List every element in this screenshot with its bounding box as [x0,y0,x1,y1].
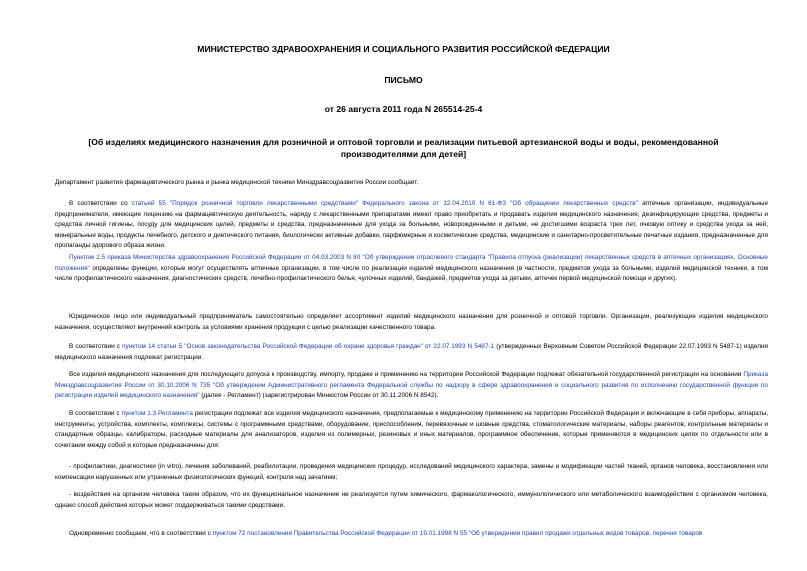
paragraph-text: регистрации подлежат все изделия медицинского назначения, предполагаемые к медицинскому применению на территории Российской Федерации и включающие в себя приборы, аппараты, инструменты, устройства, комплекты, комплексы, системы с программными средствами, оборудование, приспособления, перевязочные и шовные средства, стоматологические материалы, наборы реагентов, контрольные материалы и стандартные образцы, калибраторы, расходные материалы для анализаторов, изделия из полимерных, резиновых и иных материалов, программное обеспечение, которые применяются в медицинских целях по отдельности или в сочетании между собой и которые предназначены для: [55,410,769,449]
paragraph-text: Все изделия медицинского назначения для последующего допуска к производству, импорту, продаже и применению на территории Российской Федерации подлежат обязательной государственной регистрации на основании [69,371,744,378]
date-number-heading: от 26 августа 2011 года N 265514-25-4 [324,104,483,114]
paragraph-text: (утвержденных Верховным Советом Российской Федерации 22.07.1993 N 5487-1) изделия медицинского назначения подлежат регистрации. [55,343,769,361]
order-80-link[interactable]: Пунктом 2.5 приказа Министерства здравоохранения Российской Федерации от 04.03.2003 N 80 "Об утверждении отраслевого стандарта "Правила отпуска (реализации) лекарственных средств в аптечных организациях. Основные положения" [55,254,768,272]
paragraph-intro: Департамент развития фармацевтического рынка и рынка медицинской техники Минздравсоцразвития России сообщает. [55,179,419,186]
law-61fz-link[interactable]: статьей 55 "Порядок розничной торговли лекарственными средствами" Федерального закона от 12.04.2010 N 61-ФЗ "Об обращении лекарственных средств" [131,200,638,207]
paragraph-registration [55,342,768,363]
paragraph-article-55 [55,199,768,252]
resolution-55-link[interactable]: пунктом 72 постановления Правительства Российской Федерации от 19.01.1998 N 55 "Об утверждении правил продажи отдельных видов товаров, перечня товаров [212,530,703,537]
regulation-1-3-link[interactable]: пунктом 1.3 Регламента [121,410,193,417]
ministry-heading: МИНИСТЕРСТВО ЗДРАВООХРАНЕНИЯ И СОЦИАЛЬНОГО РАЗВИТИЯ РОССИЙСКОЙ ФЕДЕРАЦИИ [197,44,610,54]
paragraph-text: (далее - Регламент) (зарегистрирован Минюстом России от 30.11.2006 N 8542). [199,392,439,400]
list-item-impact: - воздействия на организм человека таким образом, что их функциональное назначение не реализуется путем химического, фармакологического, иммунологического или метаболического взаимодействия с организмом человека, однако способ действия которых может поддерживаться такими средствами. [55,491,768,509]
paragraph-state-registration [55,370,768,402]
paragraph-text: определены функции, которые могут осуществлять аптечные организации, в том числе по реализации изделий медицинского назначения (в частности, предметов ухода за больными, изделий медицинской техники, в том числе профилактического назначения, диагностических средств, лечебно-профилактического белья, чулочных изделий, бандажей, предметов ухода за детьми, аптечек первой медицинской помощи и других). [55,264,768,283]
paragraph-regulation-1-3 [55,409,768,451]
paragraph-text: В соответствии со [69,200,132,207]
paragraph-assortment: Юридическое лицо или индивидуальный предприниматель самостоятельно определяет ассортимент изделий медицинского назначения для розничной и оптовой торговли. Организации, реализующие изделия медицинского назначения, осуществляют внутренний контроль за условиями хранения продукции с целью реализации качественного товара. [55,313,768,331]
paragraph-resolution-55 [55,529,768,540]
list-item-prevention: - профилактики, диагностики (in vitro), лечения заболеваний, реабилитации, проведения медицинских процедур, исследований медицинского характера, замены и модификации частей тканей, органов человека, восстановления или компенсации нарушенных или утраченных физиологических функций, контроля над зачатием; [55,463,768,481]
order-735-link[interactable]: Приказа Минздравсоцразвития России от 30.10.2006 N 735 "Об утверждении Административного регламента Федеральной службы по надзору в сфере здравоохранения и социального развития по исполнению государственной функции по регистрации изделий медицинского назначения" [55,371,768,400]
paragraph-text: аптечные организации, индивидуальные предприниматели, имеющие лицензию на фармацевтическую деятельность, наряду с лекарственными препаратами имеют право приобретать и продавать изделия медицинского назначения, дезинфицирующие средства, предметы и средства личной гигиены, посуду для медицинских целей, предметы и средства, предназначенные для ухода за больными, новорожденными и детьми, не достигшими возраста трех лет, очковую оптику и средства ухода за ней, минеральные воды, продукты лечебного, детского и диетического питания, биологически активные добавки, парфюмерные и косметические средства, медицинские и санитарно-просветительные печатные издания, предназначенные для пропаганды здорового образа жизни. [55,200,768,250]
paragraph-text: Одновременно сообщаем, что в соответствии с [69,530,213,537]
paragraph-order-80 [55,253,768,285]
paragraph-text: В соответствии с [69,343,123,350]
doc-type-heading: ПИСЬМО [384,75,423,85]
subject-heading: [Об изделиях медицинского назначения для розничной и оптовой торговли и реализации питьевой артезианской воды и воды, рекомендованной производителями для детей] [88,137,719,159]
paragraph-text: В соответствии с [69,410,122,417]
health-law-link[interactable]: пунктом 14 статьи 5 "Основ законодательства Российской Федерации об охране здоровья граждан" от 22.07.1993 N 5487-1 [122,343,495,350]
